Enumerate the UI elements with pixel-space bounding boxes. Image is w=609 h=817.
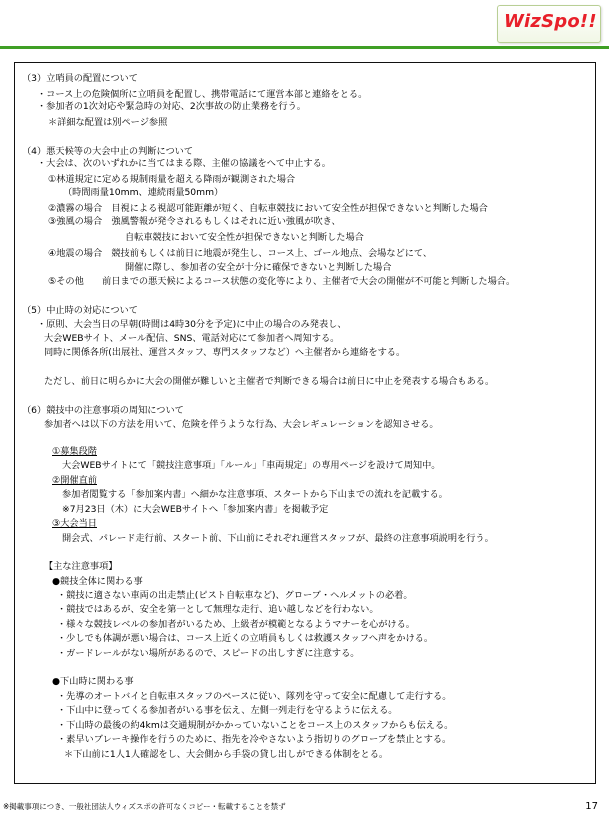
- text-line: ※7月23日（木）に大会WEBサイトへ「参加案内書」を掲載予定: [62, 504, 329, 515]
- text-line: ＊下山前に1人1人確認をし、大会側から手袋の貸し出しができる体制をとる。: [64, 749, 389, 760]
- text-line: ①募集段階: [52, 446, 97, 457]
- wizspo-logo: [497, 5, 601, 43]
- text-line: 開催に際し、参加者の安全が十分に確保できないと判断した場合: [125, 262, 392, 273]
- text-line: ④地震の場合 競技前もしくは前日に地震が発生し、コース上、ゴール地点、会場などにて、: [48, 248, 433, 259]
- text-line: ・先導のオートバイと自転車スタッフのペースに従い、隊列を守って安全に配慮して走行する。: [57, 691, 452, 702]
- text-line: ⑤その他 前日までの悪天候によるコース状態の変化等により、主催者で大会の開催が不可能と判断した場合。: [48, 276, 516, 287]
- text-line: 大会WEBサイトにて「競技注意事項」「ルール」「車両規定」の専用ページを設けて周知中。: [62, 460, 441, 471]
- text-line: 大会WEBサイト、メール配信、SNS、電話対応にて参加者へ周知する。: [44, 333, 340, 344]
- text-line: 自転車競技において安全性が担保できないと判断した場合: [125, 232, 364, 243]
- text-line: 開会式、パレード走行前、スタート前、下山前にそれぞれ運営スタッフが、最終の注意事項説明を行う。: [62, 533, 494, 544]
- page-number: 17: [585, 801, 598, 812]
- text-line: ・競技ではあるが、安全を第一として無理な走行、追い越しなどを行わない。: [57, 604, 379, 615]
- logo-text: WizSpo!!: [504, 11, 597, 32]
- text-line: ●競技全体に関わる事: [52, 576, 143, 587]
- text-line: ②濃霧の場合 目視による視認可能距離が短く、自転車競技において安全性が担保できないと判断した場合: [48, 203, 488, 214]
- text-line: ・下山中に登ってくる参加者がいる事を伝え、左側一列走行を守るように伝える。: [57, 705, 398, 716]
- text-line: 【主な注意事項】: [44, 561, 118, 572]
- text-line: （6）競技中の注意事項の周知について: [22, 405, 184, 416]
- text-line: ③大会当日: [52, 518, 97, 529]
- header-divider: [0, 46, 609, 49]
- text-line: （3）立哨員の配置について: [22, 73, 138, 84]
- text-line: ②開催直前: [52, 475, 97, 486]
- text-line: （4）悪天候等の大会中止の判断について: [22, 146, 194, 157]
- text-line: ・参加者の1次対応や緊急時の対応、2次事故の防止業務を行う。: [37, 101, 306, 112]
- text-line: ・コース上の危険個所に立哨員を配置し、携帯電話にて運営本部と連絡をとる。: [37, 89, 368, 100]
- text-line: ただし、前日に明らかに大会の開催が難しいと主催者で判断できる場合は前日に中止を発表する場合もある。: [44, 376, 495, 387]
- text-line: ・下山時の最後の約4kmは交通規制がかかっていないことをコース上のスタッフからも伝える。: [57, 720, 454, 731]
- text-line: 参加者へは以下の方法を用いて、危険を伴うような行為、大会レギュレーションを認知させる。: [44, 419, 439, 430]
- text-line: ●下山時に関わる事: [52, 676, 134, 687]
- text-line: ・競技に適さない車両の出走禁止(ピスト自転車など)、グローブ・ヘルメットの必着。: [57, 590, 413, 601]
- text-line: ・大会は、次のいずれかに当てはまる際、主催の協議をへて中止する。: [37, 158, 331, 169]
- text-line: ・原則、大会当日の早朝(時間は4時30分を予定)に中止の場合のみ発表し、: [37, 319, 347, 330]
- text-line: ＊詳細な配置は別ページ参照: [48, 117, 168, 128]
- text-line: ・様々な競技レベルの参加者がいるため、上級者が模範となるようマナーを心がける。: [57, 619, 415, 630]
- text-line: 同時に関係各所(出展社、運営スタッフ、専門スタッフなど）へ主催者から連絡をする。: [44, 347, 406, 358]
- copyright-notice: ※掲載事項につき、一般社団法人ウィズスポの許可なくコピー・転載することを禁ず: [3, 802, 286, 811]
- text-line: ③強風の場合 強風警報が発令されるもしくはそれに近い強風が吹き、: [48, 216, 341, 227]
- text-line: ①林道規定に定める規制雨量を超える降雨が観測された場合: [48, 174, 296, 185]
- text-line: （5）中止時の対応について: [22, 305, 138, 316]
- text-line: ・素早いブレーキ操作を行うのために、指先を冷やさないよう指切りのグローブを禁止とする。: [57, 734, 452, 745]
- text-line: 参加者閲覧する「参加案内書」へ細かな注意事項、スタートから下山までの流れを記載する。: [62, 489, 448, 500]
- text-line: （時間雨量10mm、連続雨量50mm）: [63, 187, 224, 198]
- text-line: ・少しでも体調が悪い場合は、コース上近くの立哨員もしくは救護スタッフへ声をかける。: [57, 633, 434, 644]
- text-line: ・ガードレールがない場所があるので、スピードの出しすぎに注意する。: [57, 648, 360, 659]
